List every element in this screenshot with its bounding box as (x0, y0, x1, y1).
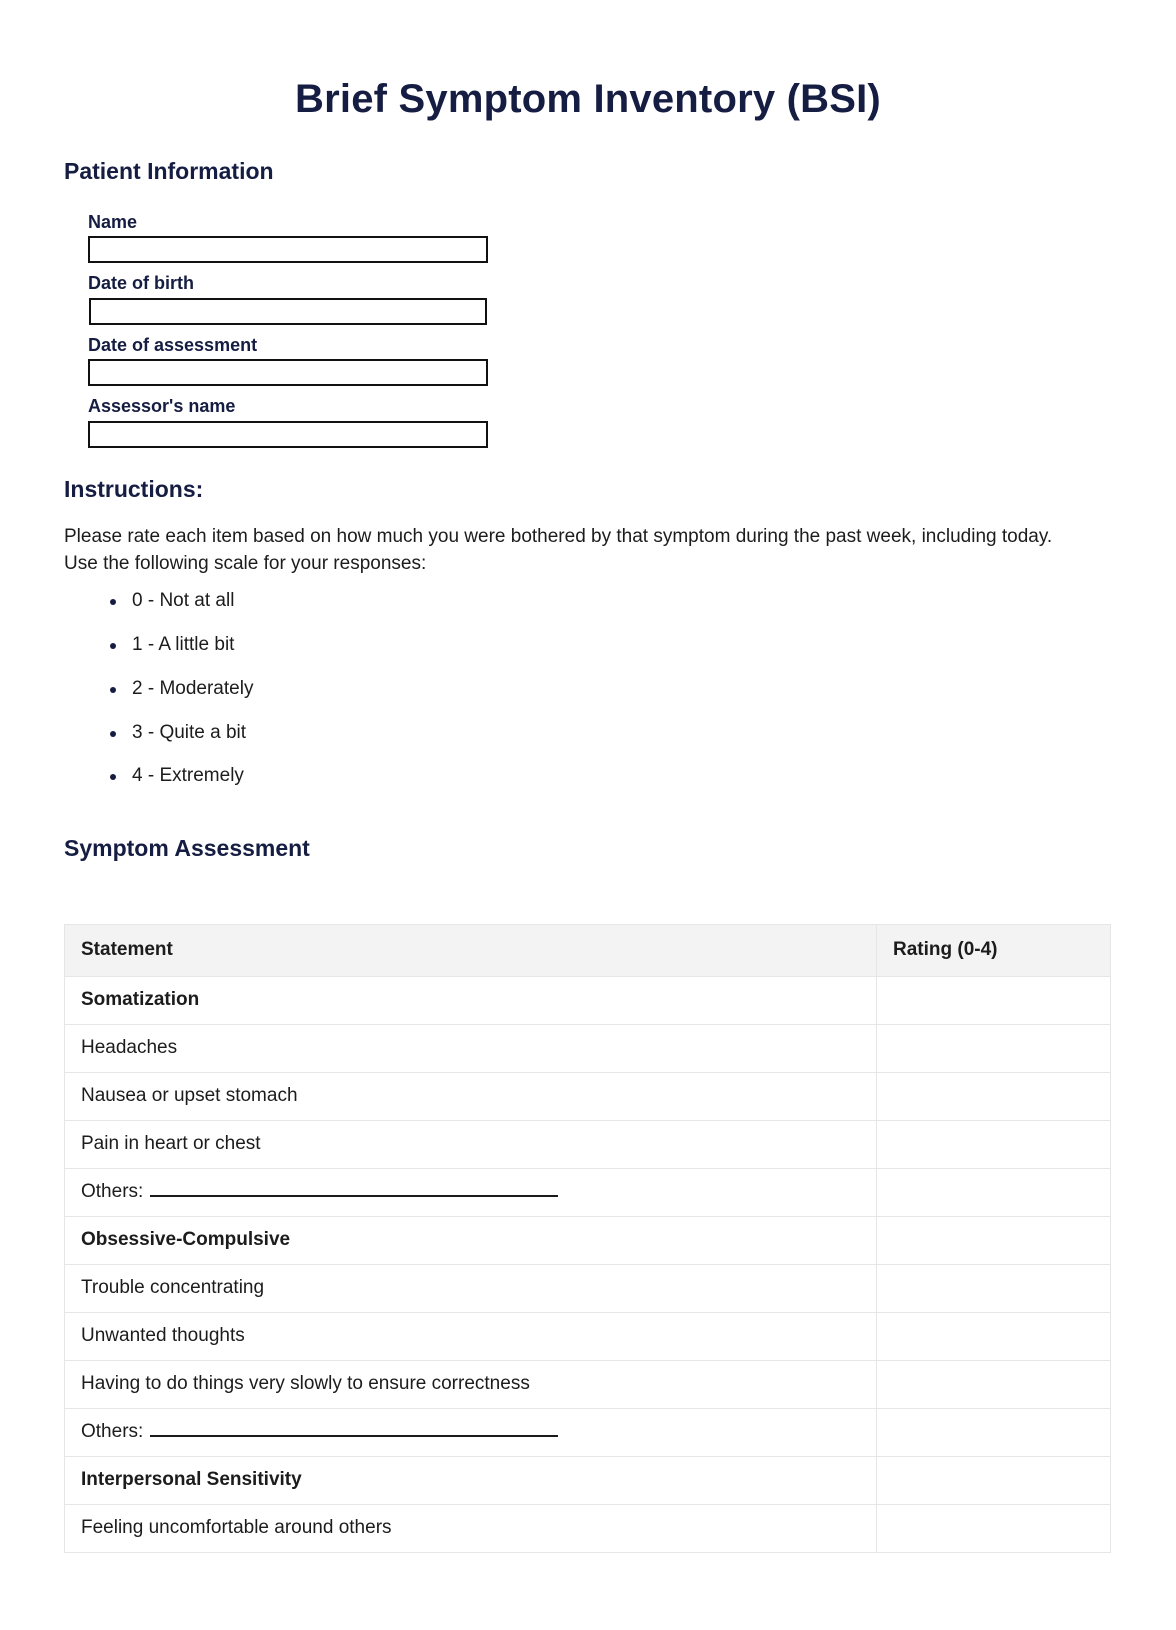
column-header-statement: Statement (65, 924, 877, 976)
patient-information-form (64, 186, 1112, 448)
item-statement-cell: Headaches (65, 1024, 877, 1072)
date-of-birth-label: Date of birth (88, 273, 194, 294)
category-statement-cell: Somatization (65, 976, 877, 1024)
page-title: Brief Symptom Inventory (BSI) (295, 77, 881, 121)
table-header-row (65, 924, 1111, 976)
item-statement-cell: Trouble concentrating (65, 1264, 877, 1312)
rating-cell[interactable] (877, 1264, 1111, 1312)
table-row (65, 1216, 1111, 1264)
table-row (65, 1072, 1111, 1120)
symptom-assessment-table (64, 924, 1111, 1553)
list-item: 0 - Not at all (106, 590, 1112, 613)
item-statement-cell: Nausea or upset stomach (65, 1072, 877, 1120)
name-label: Name (88, 211, 138, 232)
list-item: 1 - A little bit (106, 634, 1112, 657)
table-row (65, 1024, 1111, 1072)
symptom-assessment-table-wrapper (64, 863, 1112, 1553)
rating-cell[interactable] (877, 1360, 1111, 1408)
list-item: 2 - Moderately (106, 678, 1112, 701)
patient-information-heading: Patient Information (64, 158, 274, 184)
rating-cell[interactable] (877, 1024, 1111, 1072)
rating-cell[interactable] (877, 1072, 1111, 1120)
list-item: 3 - Quite a bit (106, 722, 1112, 745)
rating-cell[interactable] (877, 976, 1111, 1024)
date-of-assessment-input[interactable] (88, 359, 488, 386)
others-statement-cell (65, 1408, 877, 1456)
instructions-heading: Instructions: (64, 475, 204, 502)
rating-cell[interactable] (877, 1216, 1111, 1264)
item-statement-cell: Pain in heart or chest (65, 1120, 877, 1168)
rating-cell[interactable] (877, 1408, 1111, 1456)
item-statement-cell: Unwanted thoughts (65, 1312, 877, 1360)
rating-scale-list (64, 578, 1112, 788)
others-write-in-line[interactable] (150, 1421, 558, 1437)
table-row (65, 1360, 1111, 1408)
instructions-paragraph: Please rate each item based on how much you were bothered by that symptom during the past week, including today. Use the following scale for your responses: (64, 526, 1053, 575)
others-label: Others: (81, 1421, 144, 1443)
table-row (65, 976, 1111, 1024)
symptom-assessment-heading: Symptom Assessment (64, 835, 310, 862)
rating-cell[interactable] (877, 1120, 1111, 1168)
rating-cell[interactable] (877, 1168, 1111, 1216)
rating-cell[interactable] (877, 1312, 1111, 1360)
rating-cell[interactable] (877, 1504, 1111, 1552)
name-input[interactable] (88, 236, 488, 263)
assessors-name-label: Assessor's name (88, 396, 236, 417)
rating-cell[interactable] (877, 1456, 1111, 1504)
table-row (65, 1504, 1111, 1552)
column-header-rating: Rating (0-4) (877, 924, 1111, 976)
table-row (65, 1168, 1111, 1216)
field-group-date-of-birth (88, 272, 1112, 325)
category-statement-cell: Interpersonal Sensitivity (65, 1456, 877, 1504)
table-row (65, 1120, 1111, 1168)
field-group-name (88, 211, 1112, 264)
list-item: 4 - Extremely (106, 765, 1112, 788)
item-statement-cell: Having to do things very slowly to ensure correctness (65, 1360, 877, 1408)
date-of-birth-input[interactable] (89, 298, 487, 325)
others-write-in-line[interactable] (150, 1181, 558, 1197)
table-row (65, 1312, 1111, 1360)
date-of-assessment-label: Date of assessment (88, 334, 258, 355)
table-body (65, 976, 1111, 1552)
table-row (65, 1408, 1111, 1456)
table-head (65, 924, 1111, 976)
item-statement-cell: Feeling uncomfortable around others (65, 1504, 877, 1552)
others-statement-cell (65, 1168, 877, 1216)
field-group-assessors-name (88, 395, 1112, 448)
table-row (65, 1456, 1111, 1504)
others-label: Others: (81, 1181, 144, 1203)
field-group-date-of-assessment (88, 334, 1112, 387)
assessors-name-input[interactable] (88, 421, 488, 448)
table-row (65, 1264, 1111, 1312)
category-statement-cell: Obsessive-Compulsive (65, 1216, 877, 1264)
